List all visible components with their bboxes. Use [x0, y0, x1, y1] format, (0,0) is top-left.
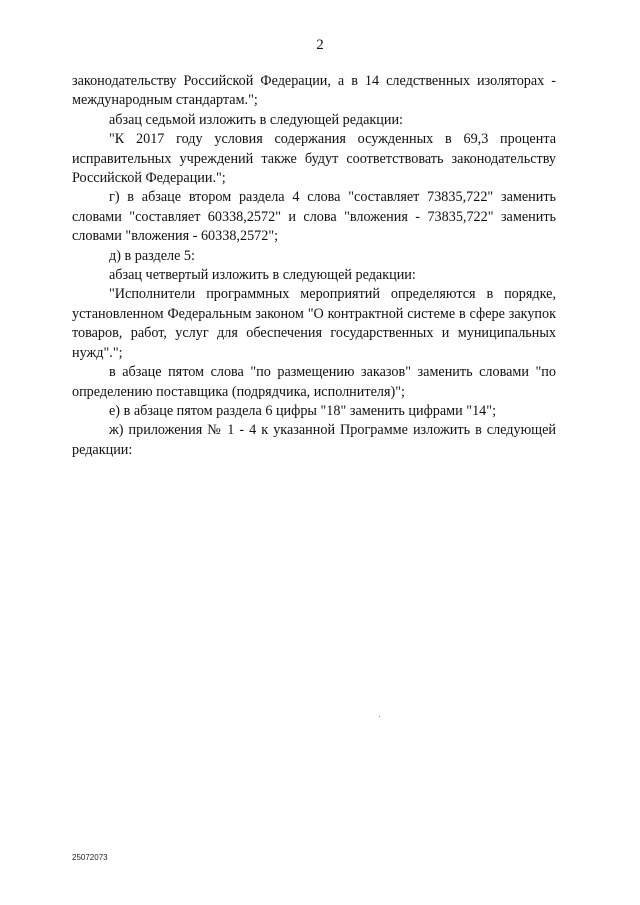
paragraph-abzac-sedmoy: абзац седьмой изложить в следующей редакции:	[109, 111, 404, 128]
paragraph-abzac-pyatom: в абзаце пятом слова "по размещению заказов" заменить словами "по определению поставщика (подрядчика, исполнителя)";	[72, 364, 556, 400]
document-body	[72, 72, 556, 460]
page-number: 2	[316, 37, 324, 53]
scan-speck	[379, 716, 380, 717]
paragraph-continuation: законодательству Российской Федерации, а в 14 следственных изоляторах - международным стандартам.";	[72, 73, 556, 109]
paragraph-abzac-chetvertyy: абзац четвертый изложить в следующей редакции:	[109, 267, 416, 284]
paragraph-quote-2017: "К 2017 году условия содержания осужденных в 69,3 процента исправительных учреждений также будут соответствовать законодательству Российской Федерации.";	[72, 131, 556, 187]
document-code: 25072073	[72, 853, 108, 862]
paragraph-quote-ispolniteli: "Исполнители программных мероприятий определяются в порядке, установленном Федеральным законом "О контрактной системе в сфере закупок товаров, работ, услуг для обеспечения государственных и муниципальных нужд".";	[72, 286, 556, 361]
paragraph-item-g: г) в абзаце втором раздела 4 слова "составляет 73835,722" заменить словами "составляет 60338,2572" и слова "вложения - 73835,722" заменить словами "вложения - 60338,2572";	[72, 189, 556, 245]
paragraph-item-d: д) в разделе 5:	[109, 247, 195, 264]
paragraph-item-zh: ж) приложения № 1 - 4 к указанной Программе изложить в следующей редакции:	[72, 422, 556, 458]
paragraph-item-e: е) в абзаце пятом раздела 6 цифры "18" заменить цифрами "14";	[109, 402, 497, 419]
